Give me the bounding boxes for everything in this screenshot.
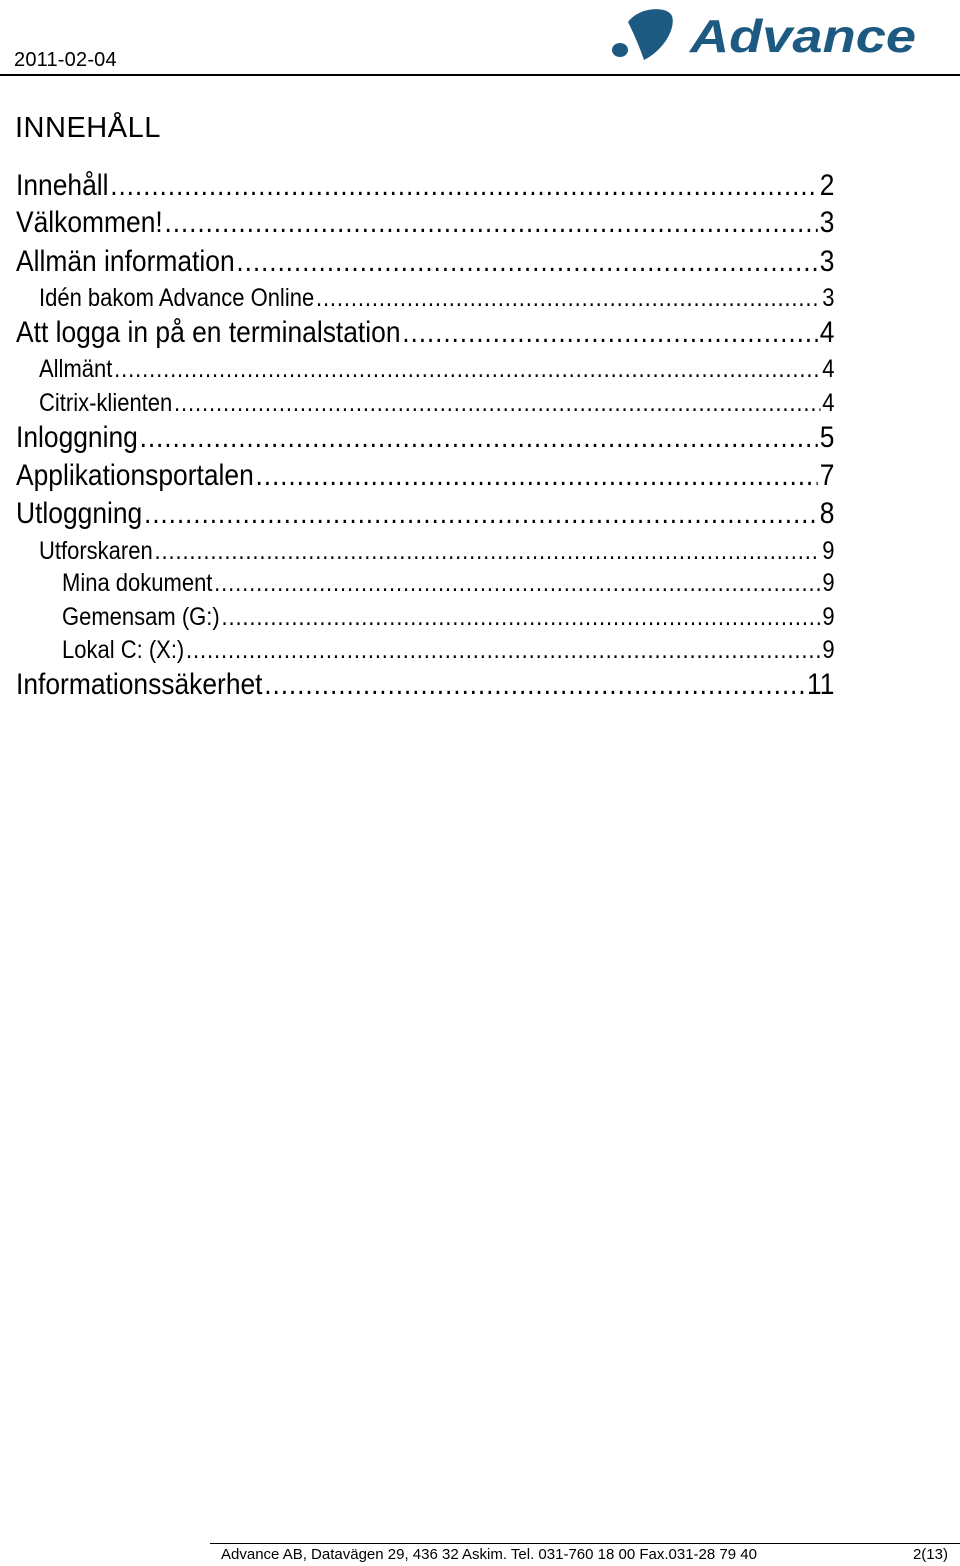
toc-entry-title: Innehåll	[16, 169, 109, 202]
toc-leader	[402, 316, 818, 350]
toc-entry-title: Utloggning	[16, 497, 143, 530]
toc-entry-title: Idén bakom Advance Online	[39, 284, 315, 312]
toc-entry[interactable]	[62, 603, 835, 632]
toc-entry[interactable]	[16, 459, 834, 493]
toc-entry-title: Lokal C: (X:)	[62, 636, 185, 664]
toc-entry[interactable]	[16, 668, 834, 702]
toc-heading: INNEHÅLL	[15, 112, 161, 144]
toc-leader	[316, 284, 821, 313]
toc-leader	[174, 389, 820, 418]
toc-entry-page: 3	[822, 284, 835, 312]
toc-entry[interactable]	[62, 569, 835, 598]
logo-mark-small	[612, 43, 628, 57]
toc-leader	[214, 569, 820, 598]
toc-entry-title: Att logga in på en terminalstation	[16, 316, 401, 349]
toc-entry-page: 9	[822, 603, 835, 631]
toc-entry-title: Informationssäkerhet	[16, 668, 263, 701]
toc-entry-page: 9	[822, 537, 835, 565]
toc-entry-page: 4	[822, 355, 835, 383]
toc-entry[interactable]	[16, 316, 834, 350]
toc-leader	[144, 497, 818, 531]
header-date: 2011-02-04	[14, 49, 117, 71]
toc-entry-title: Allmänt	[39, 355, 113, 383]
toc-entry-page: 5	[819, 421, 835, 454]
toc-entry-title: Applikationsportalen	[16, 459, 254, 492]
footer-page-indicator: 2(13)	[912, 1546, 948, 1563]
toc-entry[interactable]	[16, 245, 834, 279]
toc-entry-page: 7	[819, 459, 835, 492]
toc-entry-title: Välkommen!	[16, 206, 163, 239]
toc-entry[interactable]	[39, 284, 835, 313]
toc-entry[interactable]	[62, 636, 835, 665]
advance-logo	[606, 4, 926, 66]
toc-entry[interactable]	[39, 389, 835, 418]
toc-entry-page: 9	[822, 569, 835, 597]
toc-entry-page: 4	[822, 389, 835, 417]
toc-leader	[110, 169, 818, 203]
toc-leader	[221, 603, 820, 632]
toc-leader	[256, 459, 818, 493]
toc-entry-title: Utforskaren	[39, 537, 153, 565]
toc-entry-title: Citrix-klienten	[39, 389, 173, 417]
logo-wordmark: Advance	[688, 10, 916, 62]
toc-entry[interactable]	[16, 421, 834, 455]
toc-leader	[140, 421, 818, 455]
toc-leader	[114, 355, 820, 384]
toc-leader	[154, 537, 820, 566]
toc-leader	[264, 668, 805, 702]
toc-entry-title: Gemensam (G:)	[62, 603, 220, 631]
toc-leader	[236, 245, 818, 279]
logo-mark-large	[628, 9, 673, 60]
toc-entry[interactable]	[39, 355, 835, 384]
footer-rule	[210, 1543, 960, 1544]
footer-address: Advance AB, Datavägen 29, 436 32 Askim. Tel. 031-760 18 00 Fax.031-28 79 40	[221, 1546, 757, 1563]
toc-entry-title: Allmän information	[16, 245, 235, 278]
toc-entry[interactable]	[16, 497, 834, 531]
toc-entry-title: Inloggning	[16, 421, 138, 454]
toc-entry[interactable]	[16, 169, 834, 203]
toc-leader	[164, 206, 817, 240]
toc-entry-page: 3	[819, 206, 835, 239]
toc-entry-title: Mina dokument	[62, 569, 213, 597]
toc-leader	[186, 636, 821, 665]
toc-entry-page: 3	[819, 245, 835, 278]
header-rule	[0, 74, 960, 76]
toc-entry-page: 8	[819, 497, 835, 530]
toc-entry[interactable]	[16, 206, 834, 240]
toc-entry-page: 9	[822, 636, 835, 664]
toc-entry-page: 2	[819, 169, 835, 202]
toc-entry[interactable]	[39, 537, 835, 566]
toc-entry-page: 11	[806, 668, 835, 701]
toc-entry-page: 4	[819, 316, 835, 349]
